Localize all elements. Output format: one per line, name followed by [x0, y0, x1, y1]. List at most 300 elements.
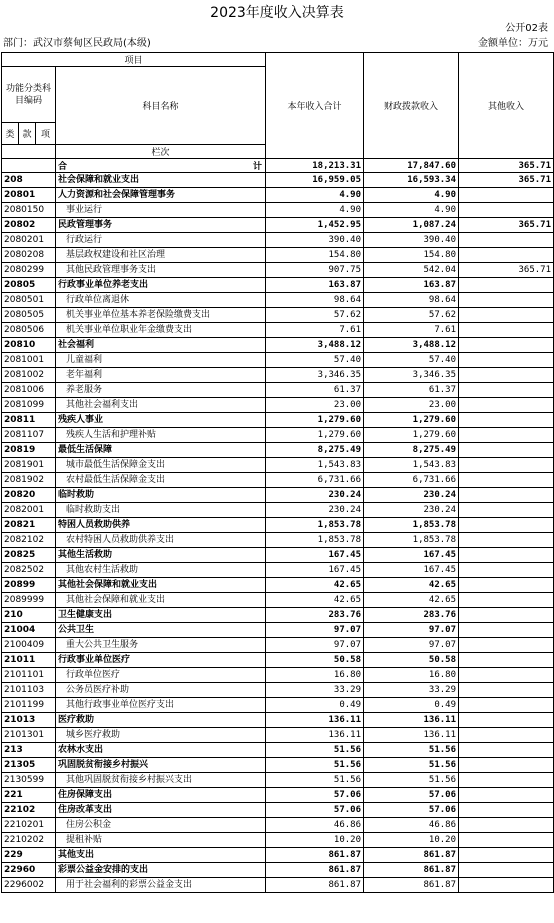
row-total: 1,853.78	[266, 533, 364, 548]
total-row-other: 365.71	[459, 159, 554, 173]
row-fiscal: 8,275.49	[364, 443, 459, 458]
row-name: 其他民政管理事务支出	[56, 263, 266, 278]
row-name: 行政事业单位医疗	[56, 653, 266, 668]
row-code: 21011	[2, 653, 56, 668]
row-code: 2080208	[2, 248, 56, 263]
row-fiscal: 23.00	[364, 398, 459, 413]
row-total: 0.49	[266, 698, 364, 713]
row-fiscal: 33.29	[364, 683, 459, 698]
row-other	[459, 323, 554, 338]
row-code: 229	[2, 848, 56, 863]
row-total: 6,731.66	[266, 473, 364, 488]
row-other	[459, 878, 554, 893]
row-code: 21013	[2, 713, 56, 728]
row-fiscal: 167.45	[364, 563, 459, 578]
row-other	[459, 413, 554, 428]
row-total: 51.56	[266, 743, 364, 758]
row-other	[459, 488, 554, 503]
table-row	[2, 488, 554, 503]
row-fiscal: 861.87	[364, 863, 459, 878]
row-name: 重大公共卫生服务	[56, 638, 266, 653]
row-other	[459, 458, 554, 473]
row-other	[459, 578, 554, 593]
row-code: 2081099	[2, 398, 56, 413]
row-name: 儿童福利	[56, 353, 266, 368]
row-name: 农村特困人员救助供养支出	[56, 533, 266, 548]
row-fiscal: 6,731.66	[364, 473, 459, 488]
row-name: 民政管理事务	[56, 218, 266, 233]
row-name: 残疾人生活和护理补贴	[56, 428, 266, 443]
row-code: 2210202	[2, 833, 56, 848]
row-total: 907.75	[266, 263, 364, 278]
row-other	[459, 338, 554, 353]
row-name: 养老服务	[56, 383, 266, 398]
row-name: 城乡医疗救助	[56, 728, 266, 743]
table-row	[2, 338, 554, 353]
row-code: 2082001	[2, 503, 56, 518]
row-total: 51.56	[266, 758, 364, 773]
row-name: 行政单位离退休	[56, 293, 266, 308]
row-total: 154.80	[266, 248, 364, 263]
row-total: 4.90	[266, 188, 364, 203]
row-name: 提租补贴	[56, 833, 266, 848]
row-total: 46.86	[266, 818, 364, 833]
row-total: 1,452.95	[266, 218, 364, 233]
total-row-fiscal: 17,847.60	[364, 159, 459, 173]
row-total: 61.37	[266, 383, 364, 398]
row-other	[459, 398, 554, 413]
row-other	[459, 683, 554, 698]
table-row	[2, 698, 554, 713]
row-other	[459, 503, 554, 518]
income-table	[1, 52, 554, 893]
row-code: 2081107	[2, 428, 56, 443]
row-code: 2101199	[2, 698, 56, 713]
row-other	[459, 803, 554, 818]
row-other	[459, 818, 554, 833]
row-fiscal: 57.62	[364, 308, 459, 323]
row-total: 1,279.60	[266, 428, 364, 443]
department-label: 部门：武汉市蔡甸区民政局(本级)	[3, 38, 151, 49]
row-total: 3,346.35	[266, 368, 364, 383]
name-column-header: 科目名称	[56, 67, 266, 145]
row-other	[459, 773, 554, 788]
row-total: 1,543.83	[266, 458, 364, 473]
row-fiscal: 42.65	[364, 578, 459, 593]
row-fiscal: 7.61	[364, 323, 459, 338]
row-code: 2080299	[2, 263, 56, 278]
row-fiscal: 42.65	[364, 593, 459, 608]
table-row	[2, 863, 554, 878]
row-name: 其他农村生活救助	[56, 563, 266, 578]
row-fiscal: 1,853.78	[364, 533, 459, 548]
row-other	[459, 278, 554, 293]
row-code: 2081006	[2, 383, 56, 398]
code-column-header: 功能分类科目编码	[2, 67, 56, 123]
row-code: 2100409	[2, 638, 56, 653]
row-code: 2080201	[2, 233, 56, 248]
table-row	[2, 818, 554, 833]
heji-left: 合	[58, 162, 68, 172]
table-row	[2, 563, 554, 578]
row-other	[459, 308, 554, 323]
row-fiscal: 1,543.83	[364, 458, 459, 473]
row-code: 2081902	[2, 473, 56, 488]
row-fiscal: 57.06	[364, 788, 459, 803]
table-row	[2, 518, 554, 533]
row-fiscal: 57.06	[364, 803, 459, 818]
row-fiscal: 1,853.78	[364, 518, 459, 533]
table-row	[2, 638, 554, 653]
row-name: 社会福利	[56, 338, 266, 353]
row-other: 365.71	[459, 263, 554, 278]
fiscal-column-header: 财政拨款收入	[364, 53, 459, 159]
row-fiscal: 0.49	[364, 698, 459, 713]
other-column-header: 其他收入	[459, 53, 554, 159]
row-total: 861.87	[266, 848, 364, 863]
row-fiscal: 136.11	[364, 728, 459, 743]
row-name: 行政事业单位养老支出	[56, 278, 266, 293]
row-code: 22102	[2, 803, 56, 818]
row-other	[459, 593, 554, 608]
total-row-total: 18,213.31	[266, 159, 364, 173]
row-code: 2081001	[2, 353, 56, 368]
table-row	[2, 578, 554, 593]
row-total: 230.24	[266, 488, 364, 503]
row-other	[459, 653, 554, 668]
row-code: 2296002	[2, 878, 56, 893]
item-header: 项目	[2, 53, 266, 67]
row-fiscal: 61.37	[364, 383, 459, 398]
row-fiscal: 16,593.34	[364, 173, 459, 188]
row-other	[459, 293, 554, 308]
table-row	[2, 878, 554, 893]
row-total: 167.45	[266, 563, 364, 578]
row-name: 人力资源和社会保障管理事务	[56, 188, 266, 203]
row-total: 861.87	[266, 878, 364, 893]
row-code: 221	[2, 788, 56, 803]
table-row	[2, 383, 554, 398]
row-total: 16,959.05	[266, 173, 364, 188]
lanci-label: 栏次	[56, 145, 266, 159]
row-name: 公共卫生	[56, 623, 266, 638]
row-total: 51.56	[266, 773, 364, 788]
row-total: 1,853.78	[266, 518, 364, 533]
row-other	[459, 638, 554, 653]
row-name: 农林水支出	[56, 743, 266, 758]
row-other	[459, 518, 554, 533]
row-name: 最低生活保障	[56, 443, 266, 458]
table-row	[2, 653, 554, 668]
table-row	[2, 593, 554, 608]
row-other	[459, 548, 554, 563]
row-fiscal: 98.64	[364, 293, 459, 308]
row-fiscal: 57.40	[364, 353, 459, 368]
row-other	[459, 623, 554, 638]
table-row	[2, 758, 554, 773]
row-other	[459, 668, 554, 683]
row-fiscal: 16.80	[364, 668, 459, 683]
row-code: 213	[2, 743, 56, 758]
row-total: 57.40	[266, 353, 364, 368]
row-total: 98.64	[266, 293, 364, 308]
table-row	[2, 533, 554, 548]
row-other	[459, 713, 554, 728]
row-other	[459, 233, 554, 248]
row-total: 390.40	[266, 233, 364, 248]
row-fiscal: 51.56	[364, 773, 459, 788]
row-total: 97.07	[266, 638, 364, 653]
row-name: 行政运行	[56, 233, 266, 248]
row-name: 住房保障支出	[56, 788, 266, 803]
row-other	[459, 353, 554, 368]
row-fiscal: 10.20	[364, 833, 459, 848]
row-fiscal: 97.07	[364, 623, 459, 638]
row-name: 其他社会福利支出	[56, 398, 266, 413]
row-code: 210	[2, 608, 56, 623]
row-code: 2080501	[2, 293, 56, 308]
row-total: 10.20	[266, 833, 364, 848]
row-total: 7.61	[266, 323, 364, 338]
row-fiscal: 163.87	[364, 278, 459, 293]
row-fiscal: 51.56	[364, 758, 459, 773]
table-row	[2, 233, 554, 248]
table-row	[2, 443, 554, 458]
row-code: 20820	[2, 488, 56, 503]
report-title: 2023年度收入决算表	[210, 5, 344, 21]
row-name: 特困人员救助供养	[56, 518, 266, 533]
row-name: 其他支出	[56, 848, 266, 863]
row-name: 老年福利	[56, 368, 266, 383]
row-fiscal: 3,346.35	[364, 368, 459, 383]
row-other	[459, 248, 554, 263]
row-fiscal: 154.80	[364, 248, 459, 263]
table-row	[2, 353, 554, 368]
row-name: 公务员医疗补助	[56, 683, 266, 698]
row-name: 临时救助支出	[56, 503, 266, 518]
row-fiscal: 1,279.60	[364, 413, 459, 428]
row-fiscal: 230.24	[364, 488, 459, 503]
row-total: 230.24	[266, 503, 364, 518]
row-total: 57.06	[266, 803, 364, 818]
row-other	[459, 608, 554, 623]
table-row	[2, 623, 554, 638]
table-row	[2, 203, 554, 218]
row-other	[459, 383, 554, 398]
row-code: 20899	[2, 578, 56, 593]
row-name: 城市最低生活保障金支出	[56, 458, 266, 473]
row-total: 283.76	[266, 608, 364, 623]
row-total: 23.00	[266, 398, 364, 413]
row-name: 机关事业单位职业年金缴费支出	[56, 323, 266, 338]
row-total: 1,279.60	[266, 413, 364, 428]
row-total: 136.11	[266, 728, 364, 743]
row-fiscal: 390.40	[364, 233, 459, 248]
row-fiscal: 1,279.60	[364, 428, 459, 443]
table-row	[2, 803, 554, 818]
row-name: 其他生活救助	[56, 548, 266, 563]
row-other	[459, 368, 554, 383]
row-fiscal: 51.56	[364, 743, 459, 758]
row-name: 机关事业单位基本养老保险缴费支出	[56, 308, 266, 323]
row-name: 基层政权建设和社区治理	[56, 248, 266, 263]
table-row	[2, 458, 554, 473]
row-total: 16.80	[266, 668, 364, 683]
row-name: 其他行政事业单位医疗支出	[56, 698, 266, 713]
table-row	[2, 278, 554, 293]
row-code: 2082502	[2, 563, 56, 578]
row-fiscal: 46.86	[364, 818, 459, 833]
row-total: 3,488.12	[266, 338, 364, 353]
row-total: 97.07	[266, 623, 364, 638]
row-fiscal: 4.90	[364, 188, 459, 203]
row-total: 50.58	[266, 653, 364, 668]
unit-label: 金额单位：万元	[478, 38, 548, 49]
row-other	[459, 833, 554, 848]
table-row	[2, 308, 554, 323]
row-code: 20805	[2, 278, 56, 293]
row-name: 其他社会保障和就业支出	[56, 593, 266, 608]
row-code: 20821	[2, 518, 56, 533]
row-code: 2080506	[2, 323, 56, 338]
xiang-header: 项	[36, 123, 56, 145]
row-name: 用于社会福利的彩票公益金支出	[56, 878, 266, 893]
table-row	[2, 848, 554, 863]
row-name: 巩固脱贫衔接乡村振兴	[56, 758, 266, 773]
row-other	[459, 863, 554, 878]
row-code: 20819	[2, 443, 56, 458]
row-code: 2130599	[2, 773, 56, 788]
row-other	[459, 443, 554, 458]
row-other	[459, 698, 554, 713]
table-row	[2, 218, 554, 233]
row-code: 20811	[2, 413, 56, 428]
lei-header: 类	[2, 123, 19, 145]
row-name: 残疾人事业	[56, 413, 266, 428]
table-row	[2, 548, 554, 563]
row-other	[459, 203, 554, 218]
row-other	[459, 563, 554, 578]
table-row	[2, 173, 554, 188]
row-name: 行政单位医疗	[56, 668, 266, 683]
row-name: 医疗救助	[56, 713, 266, 728]
total-row-label	[56, 159, 266, 173]
row-fiscal: 230.24	[364, 503, 459, 518]
row-code: 21004	[2, 623, 56, 638]
table-row	[2, 503, 554, 518]
row-other	[459, 743, 554, 758]
row-total: 861.87	[266, 863, 364, 878]
row-name: 住房公积金	[56, 818, 266, 833]
row-code: 2101103	[2, 683, 56, 698]
table-row	[2, 248, 554, 263]
row-other: 365.71	[459, 218, 554, 233]
row-fiscal: 283.76	[364, 608, 459, 623]
total-column-header: 本年收入合计	[266, 53, 364, 159]
row-name: 彩票公益金安排的支出	[56, 863, 266, 878]
row-code: 2081002	[2, 368, 56, 383]
row-fiscal: 861.87	[364, 848, 459, 863]
row-other: 365.71	[459, 173, 554, 188]
row-other	[459, 848, 554, 863]
row-code: 2082102	[2, 533, 56, 548]
table-row	[2, 608, 554, 623]
row-code: 20801	[2, 188, 56, 203]
row-name: 社会保障和就业支出	[56, 173, 266, 188]
row-fiscal: 542.04	[364, 263, 459, 278]
row-name: 其他社会保障和就业支出	[56, 578, 266, 593]
table-row	[2, 368, 554, 383]
row-fiscal: 1,087.24	[364, 218, 459, 233]
row-total: 57.06	[266, 788, 364, 803]
row-total: 163.87	[266, 278, 364, 293]
row-fiscal: 97.07	[364, 638, 459, 653]
row-code: 208	[2, 173, 56, 188]
kuan-header: 款	[19, 123, 36, 145]
table-row	[2, 323, 554, 338]
row-code: 2101301	[2, 728, 56, 743]
row-other	[459, 788, 554, 803]
row-code: 2081901	[2, 458, 56, 473]
row-total: 42.65	[266, 578, 364, 593]
table-row	[2, 398, 554, 413]
table-row	[2, 413, 554, 428]
row-other	[459, 473, 554, 488]
table-row	[2, 683, 554, 698]
table-row	[2, 773, 554, 788]
row-code: 2101101	[2, 668, 56, 683]
row-code: 2080505	[2, 308, 56, 323]
row-fiscal: 4.90	[364, 203, 459, 218]
row-total: 136.11	[266, 713, 364, 728]
table-row	[2, 833, 554, 848]
row-total: 167.45	[266, 548, 364, 563]
row-total: 33.29	[266, 683, 364, 698]
table-row	[2, 473, 554, 488]
row-name: 卫生健康支出	[56, 608, 266, 623]
table-row	[2, 188, 554, 203]
row-fiscal: 167.45	[364, 548, 459, 563]
row-name: 农村最低生活保障金支出	[56, 473, 266, 488]
row-name: 其他巩固脱贫衔接乡村振兴支出	[56, 773, 266, 788]
row-code: 20802	[2, 218, 56, 233]
row-code: 21305	[2, 758, 56, 773]
table-row	[2, 293, 554, 308]
row-fiscal: 50.58	[364, 653, 459, 668]
heji-right: 计	[253, 162, 263, 172]
row-other	[459, 188, 554, 203]
row-other	[459, 533, 554, 548]
row-other	[459, 428, 554, 443]
form-code: 公开02表	[505, 23, 548, 34]
row-total: 4.90	[266, 203, 364, 218]
table-row	[2, 668, 554, 683]
table-row	[2, 728, 554, 743]
row-code: 20825	[2, 548, 56, 563]
table-row	[2, 428, 554, 443]
row-total: 57.62	[266, 308, 364, 323]
row-other	[459, 758, 554, 773]
row-code: 2210201	[2, 818, 56, 833]
row-code: 2089999	[2, 593, 56, 608]
row-fiscal: 861.87	[364, 878, 459, 893]
row-name: 事业运行	[56, 203, 266, 218]
table-row	[2, 713, 554, 728]
row-other	[459, 728, 554, 743]
row-code: 20810	[2, 338, 56, 353]
row-code: 22960	[2, 863, 56, 878]
row-fiscal: 136.11	[364, 713, 459, 728]
